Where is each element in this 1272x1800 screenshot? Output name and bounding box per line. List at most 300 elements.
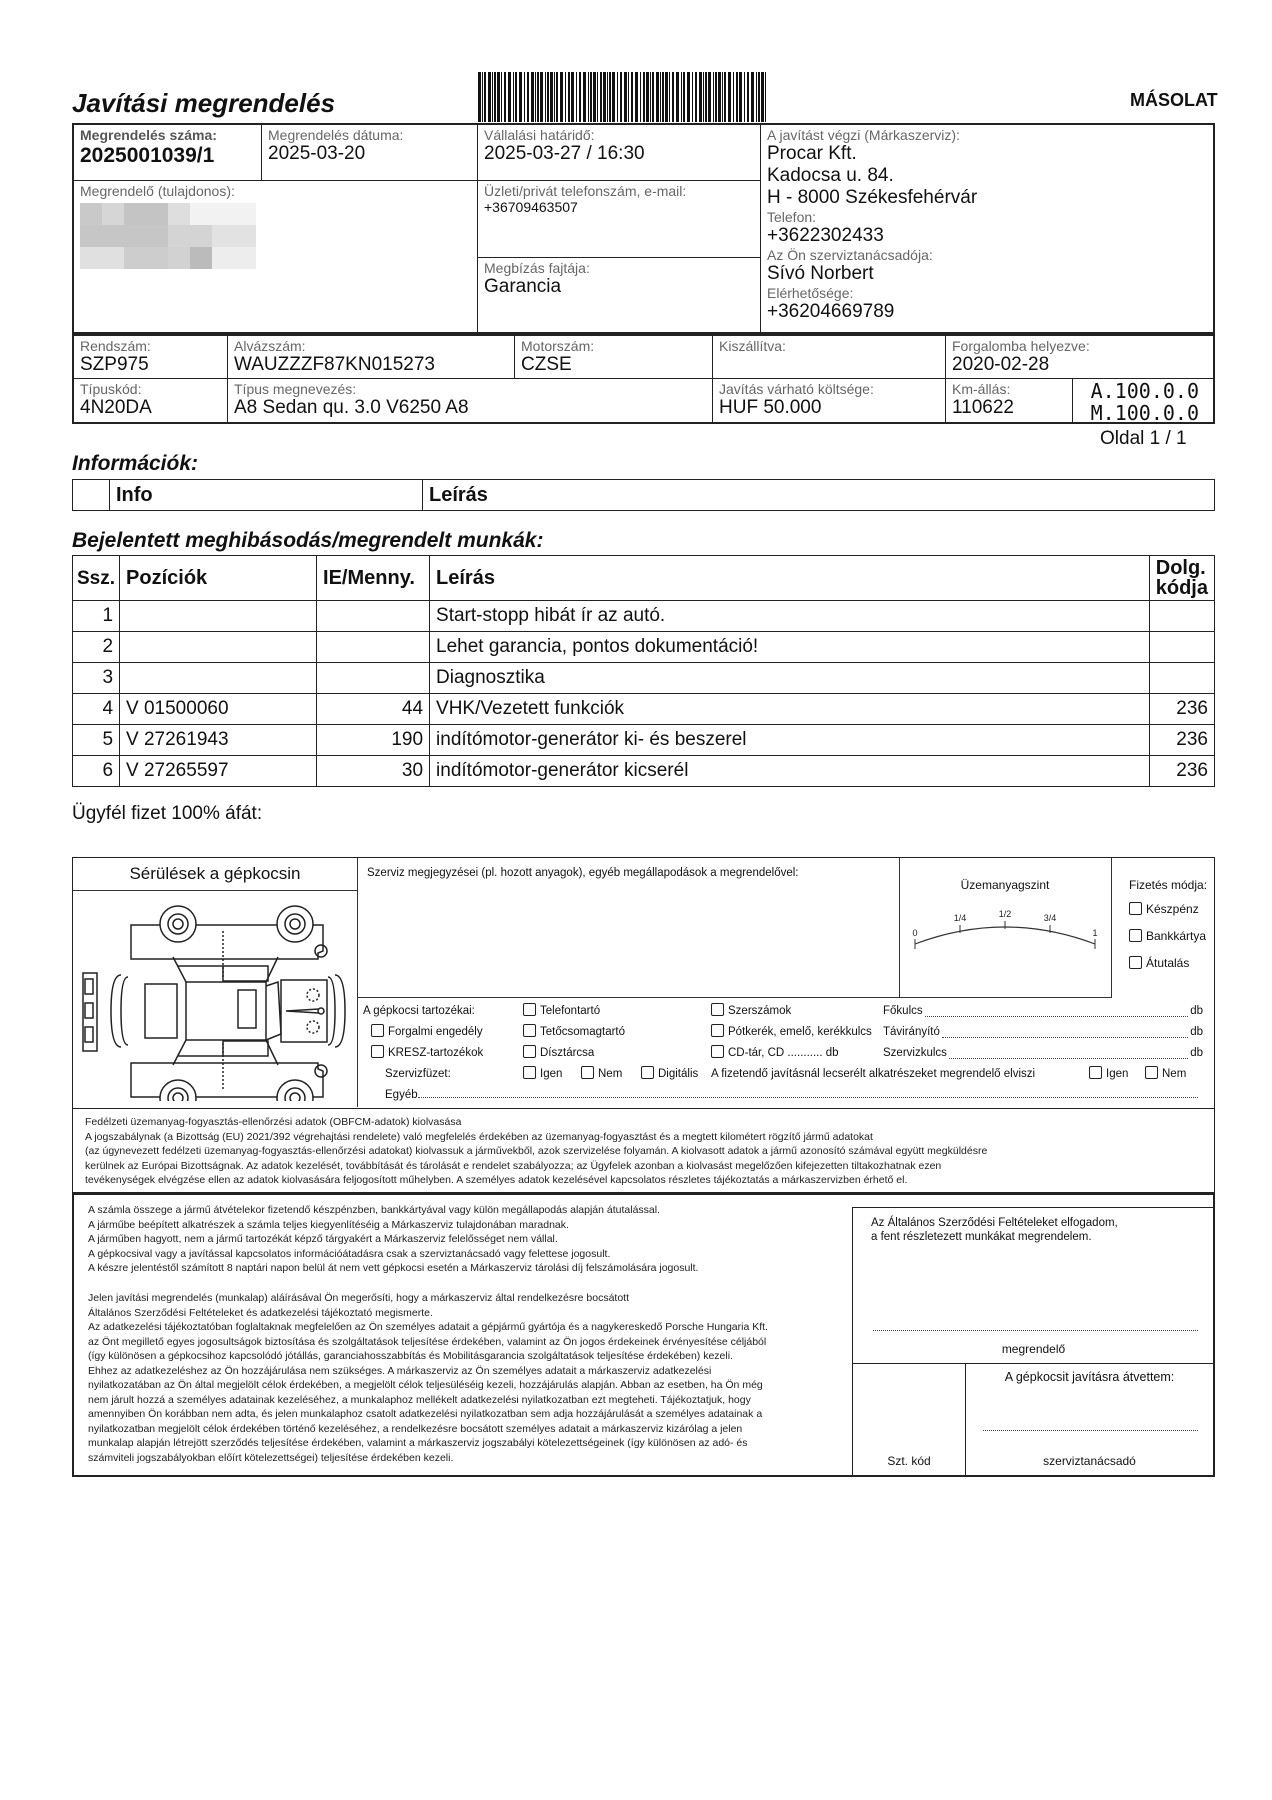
checkbox[interactable] — [711, 1003, 724, 1016]
terms-block-2 — [88, 1291, 858, 1465]
barcode-bar — [612, 72, 615, 122]
km-cell — [946, 379, 1073, 422]
barcode-bar — [603, 72, 606, 122]
acc-hubcaps[interactable] — [523, 1043, 594, 1064]
obfcm-text — [85, 1115, 1202, 1188]
service-name: Procar Kft. — [767, 143, 857, 164]
job-qty: 190 — [317, 725, 430, 756]
barcode-bar — [531, 72, 534, 122]
option-label: Igen — [540, 1068, 563, 1080]
job-row — [73, 632, 1215, 663]
job-qty — [317, 601, 430, 632]
barcode-bar — [646, 72, 649, 122]
checkbox[interactable] — [1129, 956, 1142, 969]
service-cell — [761, 125, 1213, 332]
code-m: M.100.0.0 — [1090, 401, 1199, 425]
barcode-bar — [683, 72, 685, 122]
barcode-bar — [660, 72, 661, 122]
payment-option-label: Bankkártya — [1146, 929, 1207, 943]
service-phone-label: Telefon: — [767, 209, 817, 225]
barcode-bar — [609, 72, 611, 122]
barcode-bar — [524, 72, 525, 122]
barcode-bar — [504, 72, 506, 122]
vin-label: Alvázszám: — [234, 338, 306, 354]
payment-option-label: Készpénz — [1146, 902, 1199, 916]
parts-yes[interactable] — [1089, 1064, 1128, 1085]
servicebook-yes[interactable] — [523, 1064, 562, 1085]
job-row — [73, 663, 1215, 694]
barcode-bar — [765, 72, 766, 122]
barcode-bar — [739, 72, 742, 122]
engine: CZSE — [521, 354, 572, 375]
payment-panel — [1111, 858, 1213, 997]
job-qty: 44 — [317, 694, 430, 725]
job-code: 236 — [1149, 725, 1214, 756]
barcode-bar — [703, 72, 704, 122]
parts-no[interactable] — [1145, 1064, 1186, 1085]
car-damage-diagram — [73, 891, 353, 1101]
barcode-bar — [508, 72, 511, 122]
option-label: Igen — [1106, 1068, 1129, 1080]
checkbox[interactable] — [711, 1024, 724, 1037]
job-row — [73, 725, 1215, 756]
servicebook-digital[interactable] — [641, 1064, 698, 1085]
obfcm-line: A jogszabálynak (a Bizottság (EU) 2021/392 végrehajtási rendelete) való megfelelés érdekében az üzemanyag-fogyasztást és a megtett kilométert rögzítő jármű adatokat — [85, 1130, 873, 1143]
checkbox[interactable] — [523, 1045, 536, 1058]
order-date-label: Megrendelés dátuma: — [268, 127, 404, 143]
barcode-bar — [713, 72, 714, 122]
checkbox[interactable] — [1129, 929, 1142, 942]
delivered-label: Kiszállítva: — [719, 338, 786, 354]
barcode-bar — [550, 72, 553, 122]
advisor-label: Az Ön szerviztanácsadója: — [767, 247, 933, 263]
barcode-bar — [624, 72, 627, 122]
barcode-bar — [583, 72, 586, 122]
terms-line: számviteli jogszabályokban előírt kötelezettségei) teljesítése érdekében kezeli. — [88, 1451, 454, 1464]
barcode-bar — [497, 72, 500, 122]
key-remote: Távirányító db — [883, 1022, 1203, 1043]
terms-line: A készre jelentéstől számított 8 naptári napon belül át nem vett gépkocsi esetén a Márkaszerviz tárolási díj felszámolására jogosult. — [88, 1262, 699, 1274]
terms-line: A járműben hagyott, nem a jármű tartozékát képző tárgyakért a Márkaszerviz felelősséget nem vállal. — [88, 1233, 558, 1245]
terms-line: nyilatkozatban megjelölt célok érdekében történő kezeléséhez, a rendelkezésre bocsátott személyes adatait a márkaszerviz kizárólag a jelen — [88, 1422, 743, 1435]
barcode-bar — [650, 72, 651, 122]
job-no: 4 — [73, 694, 120, 725]
job-position: V 27265597 — [120, 756, 317, 787]
cost-cell — [713, 379, 946, 422]
job-code — [1149, 663, 1214, 694]
payment-option-label: Átutalás — [1146, 956, 1190, 970]
payment-option-transfer[interactable] — [1129, 956, 1213, 970]
col-no: Ssz. — [73, 556, 120, 601]
typename-cell — [228, 379, 713, 422]
barcode-bar — [705, 72, 707, 122]
barcode-bar — [672, 72, 674, 122]
terms-line: A járműbe beépített alkatrészek a számla teljes kiegyenlítéséig a Márkaszerviz tulajdonában maradnak. — [88, 1218, 569, 1231]
checkbox[interactable] — [581, 1066, 594, 1079]
cost-label: Javítás várható költsége: — [719, 381, 874, 397]
barcode-bar — [708, 72, 711, 122]
customer-signature-label: megrendelő — [1001, 1342, 1066, 1356]
advisor-signature-label: szerviztanácsadó — [1043, 1454, 1136, 1468]
barcode-bar — [687, 72, 690, 122]
payment-title: Fizetés módja: — [1129, 878, 1208, 892]
advisor-contact-label: Elérhetősége: — [767, 285, 854, 301]
obfcm-line: Fedélzeti üzemanyag-fogyasztás-ellenőrzési adatok (OBFCM-adatok) kiolvasása — [85, 1116, 462, 1128]
other-label: Egyéb — [385, 1085, 1198, 1106]
barcode-bar — [756, 72, 757, 122]
barcode-bar — [588, 72, 589, 122]
job-code — [1149, 632, 1214, 663]
szt-code-label: Szt. kód — [887, 1454, 931, 1468]
deadline: 2025-03-27 / 16:30 — [484, 143, 645, 164]
job-desc: Start-stopp hibát ír az autó. — [430, 601, 1150, 632]
registered: 2020-02-28 — [952, 354, 1050, 375]
barcode-bar — [492, 72, 493, 122]
barcode-bar — [728, 72, 731, 122]
barcode-bar — [681, 72, 682, 122]
job-desc: indítómotor-generátor ki- és beszerel — [430, 725, 1150, 756]
vat-note: Ügyfél fizet 100% áfát: — [72, 803, 263, 824]
damage-panel — [73, 858, 358, 1107]
job-position — [120, 663, 317, 694]
barcode-bar — [554, 72, 555, 122]
barcode-bar — [494, 72, 496, 122]
service-notes-label: Szerviz megjegyzései (pl. hozott anyagok), egyéb megállapodások a megrendelővel: — [367, 867, 799, 879]
advisor-name: Sívó Norbert — [767, 263, 874, 284]
barcode-bar — [607, 72, 608, 122]
service-city: H - 8000 Székesfehérvár — [767, 187, 978, 208]
job-row — [73, 694, 1215, 725]
acc-roof-rack[interactable] — [523, 1022, 625, 1043]
acc-label: Dísztárcsa — [540, 1047, 595, 1059]
job-desc: VHK/Vezetett funkciók — [430, 694, 1150, 725]
terms-line: az Önt megillető egyes jogosultságok biztosítása és szolgáltatások teljesítése érdekében, valamint az Ön jogos érdekeinek érvényesítése céljából — [88, 1335, 767, 1348]
fuel-gauge — [899, 892, 1111, 972]
checkbox[interactable] — [523, 1003, 536, 1016]
service-street: Kadocsa u. 84. — [767, 165, 894, 186]
job-no: 2 — [73, 632, 120, 663]
typecode-cell — [74, 379, 228, 422]
job-no: 3 — [73, 663, 120, 694]
obfcm-line: (az úgynevezett fedélzeti üzemanyag-fogyasztás-ellenőrzési adatokat) kiolvassuk a járművekből, azok szervizelése folyamán. A kiolvasott adatok a jármű azonosító számával együtt megküldésre — [85, 1145, 988, 1157]
typecode: 4N20DA — [80, 397, 152, 418]
job-desc: indítómotor-generátor kicserél — [430, 756, 1150, 787]
acc-label: Pótkerék, emelő, kerékkulcs — [728, 1026, 872, 1038]
barcode-bar — [715, 72, 717, 122]
registered-label: Forgalomba helyezve: — [952, 338, 1090, 354]
info-table — [72, 479, 1215, 511]
checkbox[interactable] — [523, 1024, 536, 1037]
typename: A8 Sedan qu. 3.0 V6250 A8 — [234, 397, 469, 418]
fuel-gauge-title: Üzemanyagszint — [960, 878, 1050, 892]
checkbox[interactable] — [371, 1045, 384, 1058]
job-no: 1 — [73, 601, 120, 632]
barcode-bar — [736, 72, 738, 122]
info-header-row — [73, 480, 1215, 511]
obfcm-line: tevékenységek elvégzése ellen az adatok kiolvasására feljogosított műhelyben. A személyes adatok kezelésével kapcsolatos részletes tájékoztatás a márkaszervizben érhető el. — [85, 1174, 908, 1186]
job-code — [1149, 601, 1214, 632]
terms-line: munkalap alapján létrejött szerződés teljesítése érdekében, valamint a márkaszerviz jogszabályi kötelezettségeinek (így különösen az adó- és — [88, 1437, 748, 1449]
job-code: 236 — [1149, 694, 1214, 725]
barcode-bar — [761, 72, 764, 122]
obfcm-line: kerülnek az Európai Bizottságnak. Az adatok kezelését, továbbítását és tárolását e rendelet szabályozza; az Ügyfelek azonban a kiolvasást megelőzően kifejezetten tiltakozhatnak ezen — [85, 1159, 942, 1172]
job-no: 6 — [73, 756, 120, 787]
internal-codes-cell — [1073, 379, 1213, 425]
code-a: A.100.0.0 — [1090, 379, 1199, 403]
received-label: A gépkocsit javításra átvettem: — [1004, 1370, 1175, 1384]
barcode-bar — [692, 72, 693, 122]
option-label: Nem — [598, 1068, 623, 1080]
checkbox[interactable] — [711, 1045, 724, 1058]
barcode-bar — [540, 72, 543, 122]
barcode-bar — [571, 72, 574, 122]
order-type: Garancia — [484, 276, 562, 297]
registered-cell — [946, 336, 1213, 379]
info-col-blank — [73, 480, 110, 511]
fuel-tick-half: 1/2 — [998, 909, 1012, 919]
key-main: Főkulcs db — [883, 1001, 1203, 1022]
phone-label: Üzleti/privát telefonszám, e-mail: — [484, 183, 687, 199]
accessories-panel — [359, 999, 1211, 1107]
acc-spare-wheel[interactable] — [711, 1022, 872, 1043]
barcode-bar — [695, 72, 697, 122]
typename-label: Típus megnevezés: — [234, 381, 357, 397]
accessories-label: A gépkocsi tartozékai: — [363, 1005, 475, 1017]
barcode-bar — [747, 72, 749, 122]
barcode-bar — [547, 72, 549, 122]
barcode-bar — [527, 72, 529, 122]
advisor-contact: +36204669789 — [767, 301, 895, 322]
job-no: 5 — [73, 725, 120, 756]
acc-cd-changer[interactable] — [711, 1043, 839, 1064]
barcode-bar — [669, 72, 670, 122]
acc-registration[interactable] — [371, 1022, 483, 1043]
customer-cell — [74, 181, 478, 332]
order-date-cell — [262, 125, 478, 181]
job-row — [73, 756, 1215, 787]
barcode-bar — [568, 72, 570, 122]
barcode-bar — [513, 72, 514, 122]
barcode-bar — [758, 72, 760, 122]
order-number: 2025001039/1 — [80, 144, 215, 167]
acc-label: Forgalmi engedély — [388, 1026, 483, 1038]
job-position — [120, 632, 317, 663]
acc-label: Telefontartó — [540, 1005, 601, 1017]
delivered-cell — [713, 336, 946, 379]
customer-signature-line[interactable] — [873, 1330, 1198, 1331]
job-desc: Diagnosztika — [430, 663, 1150, 694]
terms-line: Az adatkezelési tájékoztatóban foglaltaknak megfelelően az Ön személyes adatait a gépjármű gyártója és a nagykereskedő Porsche Hungaria Kft. — [88, 1321, 768, 1333]
barcode-bar — [576, 72, 577, 122]
barcode-bar — [635, 72, 638, 122]
jobs-table — [72, 555, 1215, 787]
checkbox[interactable] — [1129, 902, 1142, 915]
document-title: Javítási megrendelés — [72, 88, 336, 118]
job-position: V 01500060 — [120, 694, 317, 725]
accept-terms-text — [871, 1216, 1118, 1244]
customer-label: Megrendelő (tulajdonos): — [80, 183, 235, 199]
deadline-label: Vállalási határidő: — [484, 127, 595, 143]
barcode-bar — [593, 72, 596, 122]
fuel-gauge-panel — [899, 858, 1112, 998]
barcode-bar — [600, 72, 602, 122]
page-number: Oldal 1 / 1 — [1100, 428, 1187, 449]
barcode-bar — [515, 72, 517, 122]
barcode-bar — [662, 72, 664, 122]
info-col-desc: Leírás — [423, 480, 1215, 511]
typecode-label: Típuskód: — [80, 381, 142, 397]
jobs-header-row — [73, 556, 1215, 601]
copy-label: MÁSOLAT — [1130, 90, 1218, 110]
acc-label: KRESZ-tartozékok — [388, 1047, 484, 1059]
col-positions: Pozíciók — [120, 556, 317, 601]
terms-line: Jelen javítási megrendelés (munkalap) aláírásával Ön megerősíti, hogy a márkaszerviz által rendelkezésre bocsátott — [88, 1292, 630, 1304]
servicebook-no[interactable] — [581, 1064, 622, 1085]
barcode-bar — [643, 72, 645, 122]
barcode-bar — [488, 72, 491, 122]
barcode-bar — [631, 72, 633, 122]
terms-line: A számla összege a jármű átvételekor fizetendő készpénzben, bankkártyával vagy külön megállapodás alapján átutalással. — [88, 1204, 661, 1216]
barcode-bar — [733, 72, 734, 122]
reception-form — [72, 857, 1215, 1109]
vehicle-box — [72, 334, 1215, 424]
info-col-info: Info — [110, 480, 423, 511]
service-phone: +3622302433 — [767, 225, 884, 246]
order-header-box — [72, 123, 1215, 334]
barcode-bar — [535, 72, 536, 122]
job-qty — [317, 663, 430, 694]
service-label: A javítást végzi (Márkaszerviz): — [767, 127, 960, 143]
advisor-signature-line[interactable] — [983, 1430, 1198, 1431]
acc-label: Tetőcsomagtartó — [540, 1026, 626, 1038]
barcode — [478, 72, 770, 122]
signature-panel — [852, 1207, 1214, 1476]
barcode-bar — [676, 72, 679, 122]
checkbox[interactable] — [1145, 1066, 1158, 1079]
barcode-bar — [620, 72, 622, 122]
barcode-bar — [478, 72, 481, 122]
fuel-tick-three-quarter: 3/4 — [1043, 913, 1057, 923]
vin: WAUZZZF87KN015273 — [234, 354, 435, 375]
vin-cell — [228, 336, 515, 379]
col-qty: IE/Menny. — [317, 556, 430, 601]
fuel-tick-0: 0 — [912, 928, 918, 938]
option-label: Nem — [1162, 1068, 1187, 1080]
jobs-section-title: Bejelentett meghibásodás/megrendelt munkák: — [72, 529, 544, 552]
parts-question: A fizetendő javításnál lecserélt alkatrészeket megrendelő elviszi — [711, 1068, 1036, 1080]
barcode-bar — [665, 72, 668, 122]
barcode-bar — [545, 72, 546, 122]
plate-cell — [74, 336, 228, 379]
acc-kresz[interactable] — [371, 1043, 483, 1064]
payment-option-card[interactable] — [1129, 929, 1213, 943]
barcode-bar — [537, 72, 539, 122]
order-number-cell — [74, 125, 262, 181]
terms-line: Ehhez az adatkezeléshez az Ön hozzájárulása nem szükséges. A márkaszerviz az Ön személyes adatait a márkaszerviz adatkezelési — [88, 1364, 712, 1377]
acc-label: CD-tár, CD ........... db — [728, 1047, 839, 1059]
terms-line: nyilatkozatában az Ön által megjelölt célok érdekében, a megjelölt célok teljesüléséig kezeli, hozzájárulás alapján. Abban az esetben, ha Ön még — [88, 1379, 763, 1391]
order-type-label: Megbízás fajtája: — [484, 260, 590, 276]
accept-line-1: Az Általános Szerződési Feltételeket elfogadom, — [871, 1217, 1118, 1229]
acc-label: Szerszámok — [728, 1005, 792, 1017]
checkbox[interactable] — [1089, 1066, 1102, 1079]
barcode-bar — [699, 72, 702, 122]
payment-option-cash[interactable] — [1129, 902, 1213, 916]
checkbox[interactable] — [371, 1024, 384, 1037]
servicebook-label: Szervizfüzet: — [385, 1068, 451, 1080]
barcode-bar — [751, 72, 754, 122]
phone-cell — [478, 181, 761, 258]
barcode-bar — [590, 72, 592, 122]
order-date: 2025-03-20 — [268, 143, 366, 164]
fuel-tick-1: 1 — [1092, 928, 1098, 938]
plate-label: Rendszám: — [80, 338, 151, 354]
key-service: Szervizkulcs db — [883, 1043, 1203, 1064]
barcode-bar — [652, 72, 654, 122]
order-type-cell — [478, 258, 761, 332]
barcode-bar — [628, 72, 629, 122]
terms-line: Általános Szerződési Feltételeket és adatkezelési tájékoztató megismerte. — [88, 1306, 433, 1319]
info-section-title: Információk: — [72, 452, 199, 475]
customer-phone: +36709463507 — [484, 199, 578, 215]
terms-line: nem járult hozzá a személyes adatainak kezeléséhez, a munkalaphoz mellékelt adatkezelési nyilatkozatban ezt megteheti. Tájékoztatjuk, hogy — [88, 1393, 751, 1406]
customer-name-redacted — [80, 199, 471, 279]
barcode-bar — [560, 72, 563, 122]
barcode-bar — [744, 72, 745, 122]
obfcm-notice — [72, 1109, 1215, 1193]
terms-line: (így különösen a gépkocsihoz kapcsolódó jótállás, garanciahosszabbítás és Mobilitásgarancia szolgáltatások teljesítése érdekében) kezeli. — [88, 1350, 733, 1362]
barcode-bar — [724, 72, 726, 122]
barcode-bar — [718, 72, 721, 122]
barcode-bar — [617, 72, 618, 122]
deadline-cell — [478, 125, 761, 181]
col-desc: Leírás — [430, 556, 1150, 601]
terms-line: A gépkocsival vagy a javítással kapcsolatos információátadásra csak a szerviztanácsadó vagy felettese jogosult. — [88, 1247, 611, 1260]
job-qty — [317, 632, 430, 663]
col-code: Dolg. kódja — [1149, 556, 1214, 601]
km-label: Km-állás: — [952, 381, 1011, 397]
order-number-label: Megrendelés száma: — [80, 127, 217, 143]
checkbox[interactable] — [523, 1066, 536, 1079]
job-position: V 27261943 — [120, 725, 317, 756]
checkbox[interactable] — [641, 1066, 654, 1079]
job-code: 236 — [1149, 756, 1214, 787]
barcode-bar — [501, 72, 502, 122]
barcode-bar — [579, 72, 581, 122]
acc-tools[interactable] — [711, 1001, 791, 1022]
terms-block-1 — [88, 1203, 858, 1276]
accept-line-2: a fent részletezett munkákat megrendelem. — [871, 1231, 1092, 1243]
option-label: Digitális — [658, 1068, 699, 1080]
barcode-bar — [556, 72, 558, 122]
damage-title: Sérülések a gépkocsin — [73, 858, 357, 891]
barcode-bar — [597, 72, 598, 122]
barcode-bar — [565, 72, 566, 122]
terms-line: amennyiben Ön korábban nem adta, és jelen munkalaphoz csatolt adatkezelési nyilatkozatban sem adja hozzájárulását a személyes adatainak a — [88, 1408, 763, 1420]
barcode-bar — [640, 72, 641, 122]
barcode-bar — [482, 72, 483, 122]
cost: HUF 50.000 — [719, 397, 822, 418]
job-row — [73, 601, 1215, 632]
barcode-bar — [484, 72, 486, 122]
barcode-bar — [722, 72, 723, 122]
fuel-tick-quarter: 1/4 — [953, 913, 967, 923]
service-notes-area[interactable] — [357, 858, 900, 998]
acc-phone-holder[interactable] — [523, 1001, 600, 1022]
job-qty: 30 — [317, 756, 430, 787]
plate: SZP975 — [80, 354, 149, 375]
barcode-bar — [519, 72, 522, 122]
